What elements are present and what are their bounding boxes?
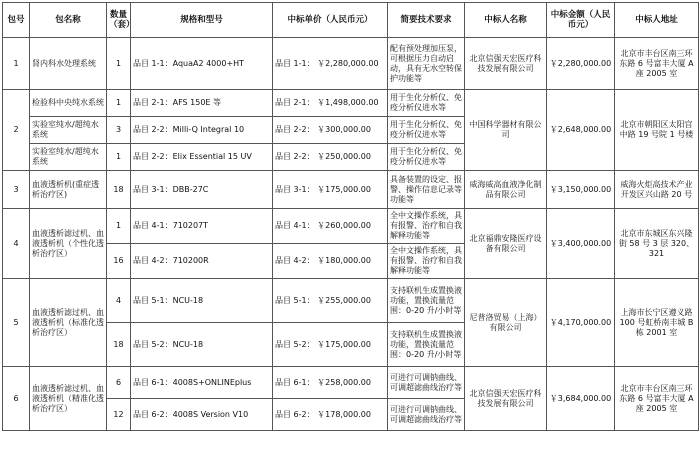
item-unit-price: 品目 3-1： ￥175,000.00 <box>273 171 388 209</box>
item-name: 检验科中央纯水系统 <box>30 90 107 117</box>
winner-address: 威海火炬高技术产业开发区兴山路 20 号 <box>615 171 699 209</box>
table-row <box>3 209 699 244</box>
item-spec: 品目 6-1：4008S+ONLINEplus <box>131 367 273 399</box>
header-qty: 数量（套） <box>107 3 131 38</box>
package-no: 4 <box>3 209 30 279</box>
item-unit-price: 品目 6-1： ￥258,000.00 <box>273 367 388 399</box>
winner-name: 北京信强天宏医疗科技发展有限公司 <box>465 38 547 90</box>
winner-address: 北京市丰台区南三环东路 6 号富丰大厦 A 座 2005 室 <box>615 367 699 431</box>
item-qty: 1 <box>107 144 131 171</box>
winner-address: 北京市东城区东兴隆街 58 号 3 层 320、321 <box>615 209 699 279</box>
item-spec: 品目 1-1：AquaA2 4000+HT <box>131 38 273 90</box>
item-qty: 18 <box>107 171 131 209</box>
item-qty: 1 <box>107 209 131 244</box>
item-qty: 12 <box>107 399 131 431</box>
package-no: 1 <box>3 38 30 90</box>
header-tech: 简要技术要求 <box>388 3 465 38</box>
item-unit-price: 品目 2-1： ￥1,498,000.00 <box>273 90 388 117</box>
item-unit-price: 品目 5-2： ￥175,000.00 <box>273 323 388 367</box>
winner-amount: ￥3,400,000.00 <box>547 209 615 279</box>
package-no: 2 <box>3 90 30 171</box>
item-unit-price: 品目 1-1： ￥2,280,000.00 <box>273 38 388 90</box>
package-no: 6 <box>3 367 30 431</box>
table-row <box>3 90 699 117</box>
item-spec: 品目 6-2：4008S Version V10 <box>131 399 273 431</box>
header-name: 包名称 <box>30 3 107 38</box>
header-no: 包号 <box>3 3 30 38</box>
winner-name: 尼普洛贸易（上海）有限公司 <box>465 279 547 367</box>
header-unit-price: 中标单价（人民币元） <box>273 3 388 38</box>
bid-results-table <box>2 2 699 431</box>
item-spec: 品目 5-2：NCU-18 <box>131 323 273 367</box>
winner-amount: ￥2,280,000.00 <box>547 38 615 90</box>
table-row <box>3 38 699 90</box>
winner-amount: ￥4,170,000.00 <box>547 279 615 367</box>
item-tech: 配有预处理加压泵，可根据压力自动启动，具有无水空转保护功能等 <box>388 38 465 90</box>
item-unit-price: 品目 4-2： ￥180,000.00 <box>273 244 388 279</box>
header-amount: 中标金额（人民币元） <box>547 3 615 38</box>
item-spec: 品目 5-1：NCU-18 <box>131 279 273 323</box>
winner-amount: ￥3,150,000.00 <box>547 171 615 209</box>
item-qty: 16 <box>107 244 131 279</box>
item-qty: 1 <box>107 38 131 90</box>
item-unit-price: 品目 5-1： ￥255,000.00 <box>273 279 388 323</box>
item-spec: 品目 4-1：710207T <box>131 209 273 244</box>
package-no: 5 <box>3 279 30 367</box>
item-qty: 3 <box>107 117 131 144</box>
item-tech: 用于生化分析仪、免疫分析仪进水等 <box>388 117 465 144</box>
item-name: 血液透析机(重症透析治疗区) <box>30 171 107 209</box>
item-spec: 品目 2-1：AFS 150E 等 <box>131 90 273 117</box>
item-spec: 品目 2-2：Elix Essential 15 UV <box>131 144 273 171</box>
item-unit-price: 品目 2-2： ￥300,000.00 <box>273 117 388 144</box>
item-tech: 全中文操作系统，具有报警、治疗和自我解释功能等 <box>388 209 465 244</box>
winner-amount: ￥3,684,000.00 <box>547 367 615 431</box>
item-tech: 可进行可调钠曲线、可调超滤曲线治疗等 <box>388 399 465 431</box>
item-name: 实验室纯水/超纯水系统 <box>30 144 107 171</box>
winner-name: 北京信强天宏医疗科技发展有限公司 <box>465 367 547 431</box>
item-tech: 可进行可调钠曲线、可调超滤曲线治疗等 <box>388 367 465 399</box>
item-unit-price: 品目 4-1： ￥260,000.00 <box>273 209 388 244</box>
header-row <box>3 3 699 38</box>
package-no: 3 <box>3 171 30 209</box>
table-row <box>3 367 699 399</box>
winner-address: 北京市丰台区南三环东路 6 号富丰大厦 A 座 2005 室 <box>615 38 699 90</box>
item-tech: 全中文操作系统，具有报警、治疗和自我解释功能等 <box>388 244 465 279</box>
header-spec: 规格和型号 <box>131 3 273 38</box>
winner-address: 北京市朝阳区太阳宫中路 19 号院 1 号楼 <box>615 90 699 171</box>
item-spec: 品目 2-2：Milli-Q Integral 10 <box>131 117 273 144</box>
winner-name: 中国科学器材有限公司 <box>465 90 547 171</box>
table-row <box>3 171 699 209</box>
item-tech: 支持联机生成置换液功能，置换流量范围：0-20 升/小时等 <box>388 279 465 323</box>
item-name: 肾内科水处理系统 <box>30 38 107 90</box>
winner-name: 威海威高血液净化制品有限公司 <box>465 171 547 209</box>
item-tech: 用于生化分析仪、免疫分析仪进水等 <box>388 144 465 171</box>
winner-name: 北京福鼎安隆医疗设备有限公司 <box>465 209 547 279</box>
item-spec: 品目 3-1：DBB-27C <box>131 171 273 209</box>
item-name: 血液透析滤过机、血液透析机（精准化透析治疗区） <box>30 367 107 431</box>
item-qty: 6 <box>107 367 131 399</box>
item-qty: 18 <box>107 323 131 367</box>
item-unit-price: 品目 2-2： ￥250,000.00 <box>273 144 388 171</box>
winner-address: 上海市长宁区遵义路 100 号虹桥南丰城 B 栋 2001 室 <box>615 279 699 367</box>
item-name: 血液透析滤过机、血液透析机（标准化透析治疗区） <box>30 279 107 367</box>
header-winner: 中标人名称 <box>465 3 547 38</box>
header-address: 中标人地址 <box>615 3 699 38</box>
item-tech: 用于生化分析仪、免疫分析仪进水等 <box>388 90 465 117</box>
item-qty: 1 <box>107 90 131 117</box>
item-spec: 品目 4-2：710200R <box>131 244 273 279</box>
item-tech: 具备装置的设定、报警、操作信息记录等功能等 <box>388 171 465 209</box>
item-qty: 4 <box>107 279 131 323</box>
table-row <box>3 279 699 323</box>
item-tech: 支持联机生成置换液功能，置换流量范围：0-20 升/小时等 <box>388 323 465 367</box>
winner-amount: ￥2,648,000.00 <box>547 90 615 171</box>
item-name: 血液透析滤过机、血液透析机（个性化透析治疗区） <box>30 209 107 279</box>
item-name: 实验室纯水/超纯水系统 <box>30 117 107 144</box>
item-unit-price: 品目 6-2： ￥178,000.00 <box>273 399 388 431</box>
